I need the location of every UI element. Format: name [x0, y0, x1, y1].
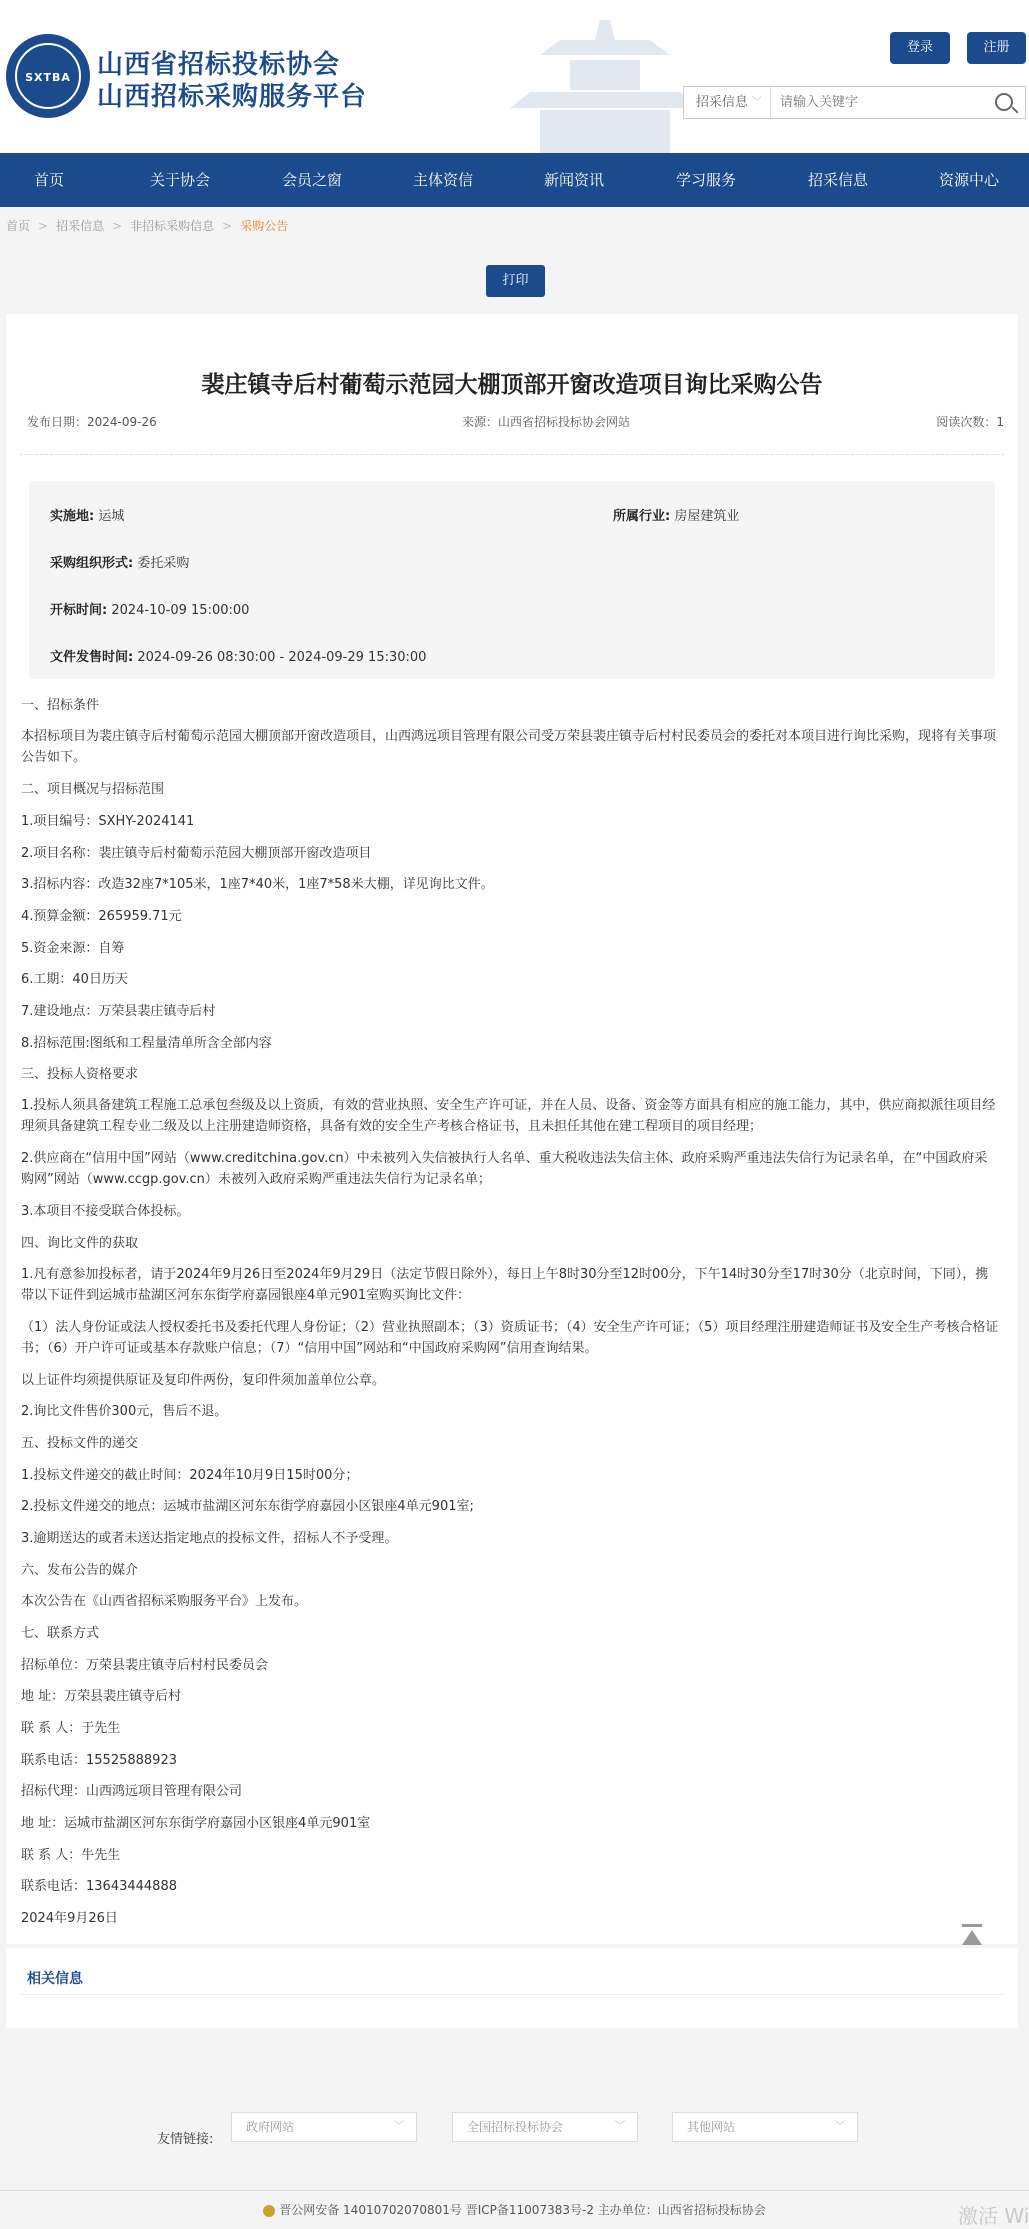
- breadcrumb-procurement[interactable]: 招采信息: [56, 219, 105, 233]
- org-name-primary: 山西省招标投标协会: [97, 50, 341, 80]
- info-doc-time: 文件发售时间: 2024-09-26 08:30:00 - 2024-09-29 15:30:00: [50, 650, 427, 665]
- info-panel: [29, 481, 995, 679]
- paragraph: 2.项目名称：裴庄镇寺后村葡萄示范园大棚顶部开窗改造项目: [21, 846, 372, 861]
- divider: [20, 454, 1004, 455]
- police-badge-icon: [263, 2205, 275, 2217]
- paragraph: 3.逾期送达的或者未送达指定地点的投标文件，招标人不予受理。: [21, 1531, 398, 1546]
- related-info-title: 相关信息: [27, 1971, 83, 1987]
- paragraph: 招标单位：万荣县裴庄镇寺后村村民委员会: [21, 1658, 269, 1673]
- pagoda-illustration: [440, 0, 770, 153]
- back-to-top-icon[interactable]: [960, 1923, 984, 1949]
- paragraph: 2024年9月26日: [21, 1911, 118, 1926]
- paragraph: 招标代理：山西鸿远项目管理有限公司: [21, 1784, 243, 1799]
- chevron-right-icon: >: [38, 219, 49, 233]
- paragraph: 联系电话：15525888923: [21, 1753, 177, 1768]
- search-bar: [683, 86, 1026, 119]
- view-count: 阅读次数：1: [936, 415, 1004, 429]
- paragraph: 本次公告在《山西省招标采购服务平台》上发布。: [21, 1594, 308, 1609]
- chevron-down-icon: ﹀: [752, 97, 762, 108]
- paragraph: 4.预算金额：265959.71元: [21, 909, 182, 924]
- info-org-form: 采购组织形式: 委托采购: [50, 556, 190, 571]
- search-category-select[interactable]: 招采信息 ﹀: [684, 87, 771, 118]
- paragraph: 以上证件均须提供原证及复印件两份，复印件须加盖单位公章。: [21, 1373, 386, 1388]
- paragraph: 6.工期：40日历天: [21, 972, 128, 987]
- paragraph: 地 址：万荣县裴庄镇寺后村: [21, 1689, 182, 1704]
- paragraph: 联 系 人：牛先生: [21, 1848, 121, 1863]
- nav-item-procurement[interactable]: 招采信息: [807, 171, 868, 189]
- info-open-time: 开标时间: 2024-10-09 15:00:00: [50, 603, 250, 618]
- nav-item-learning[interactable]: 学习服务: [675, 171, 736, 189]
- paragraph: 联 系 人：于先生: [21, 1721, 121, 1736]
- paragraph: （1）法人身份证或法人授权委托书及委托代理人身份证；（2）营业执照副本；（3）资质证书；（4）安全生产许可证；（5）项目经理注册建造师证书及安全生产考核合格证书；（6）开户许可证或基本存款账户信息；（7）“信用中国”网站和“中国政府采购网”信用查询结果。: [21, 1320, 999, 1356]
- paragraph: 3.本项目不接受联合体投标。: [21, 1204, 190, 1219]
- paragraph: 3.招标内容：改造32座7*105米，1座7*40米，1座7*58米大棚，详见询比文件。: [21, 877, 494, 892]
- divider: [20, 1994, 1004, 1995]
- paragraph: 1.凡有意参加投标者，请于2024年9月26日至2024年9月29日（法定节假日除外），每日上午8时30分至12时00分，下午14时30分至17时30分（北京时间，下同），携带以下证件到运城市盐湖区河东东街学府嘉园银座4单元901室购买询比文件：: [21, 1267, 989, 1303]
- paragraph: 2.询比文件售价300元，售后不退。: [21, 1404, 228, 1419]
- login-button[interactable]: 登录: [890, 32, 950, 64]
- activation-watermark: 激活 Wi: [958, 2204, 1029, 2228]
- paragraph: 7.建设地点：万荣县裴庄镇寺后村: [21, 1004, 216, 1019]
- breadcrumb-non-tender[interactable]: 非招标采购信息: [130, 219, 215, 233]
- chevron-right-icon: >: [222, 219, 233, 233]
- paragraph: 二、项目概况与招标范围: [21, 782, 165, 797]
- breadcrumb-home[interactable]: 首页: [6, 219, 31, 233]
- paragraph: 地 址：运城市盐湖区河东东街学府嘉园小区银座4单元901室: [21, 1816, 371, 1831]
- chevron-down-icon: ﹀: [835, 2121, 845, 2132]
- print-button[interactable]: 打印: [486, 265, 545, 297]
- register-button[interactable]: 注册: [967, 32, 1026, 64]
- header: [0, 0, 1029, 153]
- friend-link-select-government[interactable]: 政府网站 ﹀: [231, 2112, 417, 2142]
- paragraph: 四、询比文件的获取: [21, 1236, 139, 1251]
- search-icon[interactable]: [995, 93, 1013, 111]
- breadcrumb: [6, 217, 288, 234]
- paragraph: 1.投标文件递交的截止时间：2024年10月9日15时00分；: [21, 1468, 359, 1483]
- chevron-right-icon: >: [112, 219, 123, 233]
- paragraph: 本招标项目为裴庄镇寺后村葡萄示范园大棚顶部开窗改造项目，山西鸿远项目管理有限公司受万荣县裴庄镇寺后村村民委员会的委托对本项目进行询比采购，现将有关事项公告如下。: [21, 729, 997, 765]
- article-source: 来源：山西省招标投标协会网站: [462, 415, 631, 429]
- nav-item-resources[interactable]: 资源中心: [938, 171, 999, 189]
- paragraph: 三、投标人资格要求: [21, 1067, 139, 1082]
- breadcrumb-current[interactable]: 采购公告: [240, 219, 289, 233]
- paragraph: 5.资金来源：自筹: [21, 941, 125, 956]
- nav-item-news[interactable]: 新闻资讯: [543, 171, 604, 189]
- friend-link-select-other[interactable]: 其他网站 ﹀: [672, 2112, 858, 2142]
- chevron-down-icon: ﹀: [615, 2121, 625, 2132]
- nav-item-credit[interactable]: 主体资信: [412, 171, 473, 189]
- chevron-down-icon: ﹀: [394, 2121, 404, 2132]
- related-info: [6, 1948, 1018, 2028]
- friend-link-select-national[interactable]: 全国招标投标协会 ﹀: [452, 2112, 638, 2142]
- publish-date: 发布日期：2024-09-26: [27, 415, 157, 429]
- paragraph: 1.项目编号：SXHY-2024141: [21, 814, 195, 829]
- paragraph: 8.招标范围:图纸和工程量清单所含全部内容: [21, 1036, 272, 1051]
- paragraph: 六、发布公告的媒介: [21, 1563, 139, 1578]
- nav-item-home[interactable]: 首页: [33, 171, 64, 189]
- nav-item-about[interactable]: 关于协会: [149, 171, 210, 189]
- association-logo[interactable]: SXTBA: [6, 34, 90, 118]
- paragraph: 五、投标文件的递交: [21, 1436, 139, 1451]
- info-location: 实施地: 运城: [50, 509, 125, 524]
- paragraph: 联系电话：13643444888: [21, 1879, 177, 1894]
- paragraph: 一、招标条件: [21, 698, 100, 713]
- paragraph: 2.投标文件递交的地点：运城市盐湖区河东东街学府嘉园小区银座4单元901室;: [21, 1499, 474, 1514]
- friend-links-label: 友情链接:: [157, 2132, 214, 2147]
- paragraph: 1.投标人须具备建筑工程施工总承包叁级及以上资质，有效的营业执照、安全生产许可证，并在人员、设备、资金等方面具有相应的施工能力，其中，供应商拟派往项目经理须具备建筑工程专业二级及以上注册建造师资格，具备有效的安全生产考核合格证书，且未担任其他在建工程项目的项目经理；: [21, 1098, 996, 1134]
- copyright: 晋公网安备 14010702070801号 晋ICP备11007383号-2 主办单位：山西省招标投标协会: [0, 2190, 1029, 2229]
- page-title: 裴庄镇寺后村葡萄示范园大棚顶部开窗改造项目询比采购公告: [201, 372, 823, 398]
- paragraph: 2.供应商在“信用中国”网站（www.creditchina.gov.cn）中未被列入失信被执行人名单、重大税收违法失信主体、政府采购严重违法失信行为记录名单，在“中国政府采购网”网站（www.ccgp.gov.cn）未被列入政府采购严重违法失信行为记录名单；: [21, 1151, 988, 1187]
- friend-links: [0, 2080, 1029, 2180]
- org-name-secondary: 山西招标采购服务平台: [97, 82, 368, 112]
- search-input[interactable]: [780, 91, 980, 114]
- info-industry: 所属行业: 房屋建筑业: [613, 509, 740, 524]
- nav-item-members[interactable]: 会员之窗: [281, 171, 342, 189]
- paragraph: 七、联系方式: [21, 1626, 100, 1641]
- main-nav: [0, 153, 1029, 207]
